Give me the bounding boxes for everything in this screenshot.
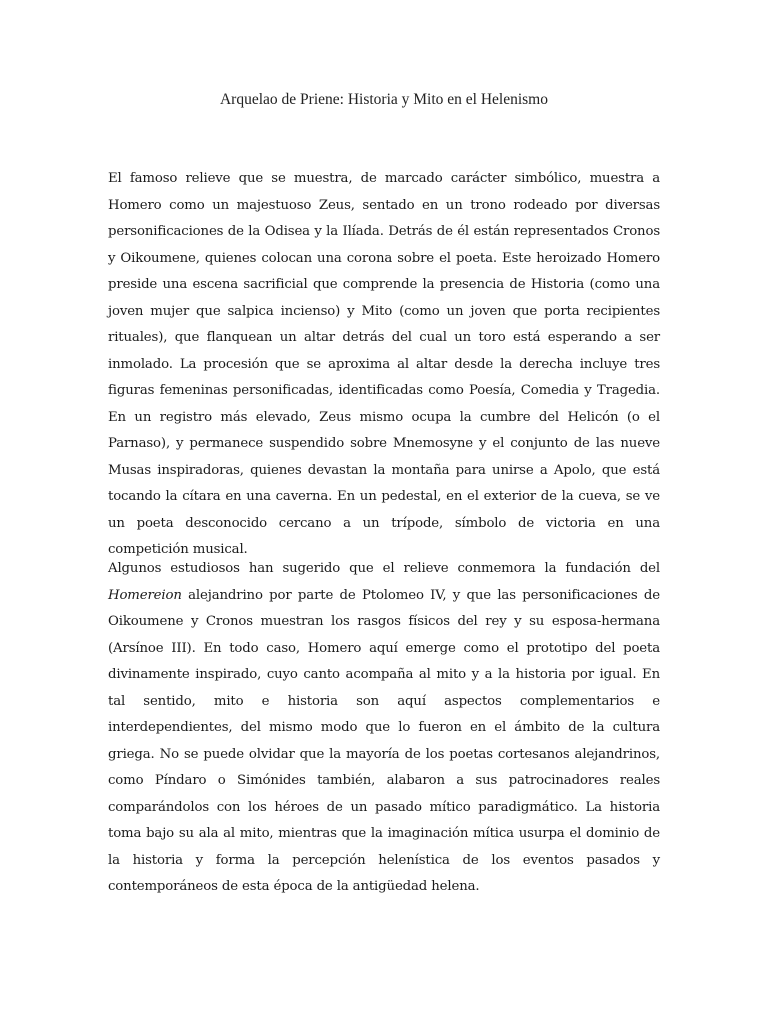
homereion-italic: Homereion — [108, 587, 182, 603]
paragraph-1: El famoso relieve que se muestra, de marcado carácter simbólico, muestra a Homero como un majestuoso Zeus, sentado en un trono rodeado por diversas personificaciones de la Odisea y la Ilíada. Detrás de él están representados Cronos y Oikoumene, quienes colocan una corona sobre el poeta. Este heroizado Homero preside una escena sacrificial que comprende la presencia de Historia (como una joven mujer que salpica incienso) y Mito (como un joven que porta recipientes rituales), que flanquean un altar detrás del cual un toro está esperando a ser inmolado. La procesión que se aproxima al altar desde la derecha incluye tres figuras femeninas personificadas, identificadas como Poesía, Comedia y Tragedia. En un registro más elevado, Zeus mismo ocupa la cumbre del Helicón (o el Parnaso), y permanece suspendido sobre Mnemosyne y el conjunto de las nueve Musas inspiradoras, quienes devastan la montaña para unirse a Apolo, que está tocando la cítara en una caverna. En un pedestal, en el exterior de la cueva, se ve un poeta desconocido cercano a un trípode, símbolo de victoria en una competición musical. — [108, 171, 660, 557]
paragraph-2 — [108, 556, 660, 901]
paragraph-2-rest: alejandrino por parte de Ptolomeo IV, y que las personificaciones de Oikoumene y Cronos muestran los rasgos físicos del rey y su esposa-hermana (Arsínoe III). En todo caso, Homero aquí emerge como el prototipo del poeta divinamente inspirado, cuyo canto acompaña al mito y a la historia por igual. En tal sentido, mito e historia son aquí aspectos complementarios e interdependientes, del mismo modo que lo fueron en el ámbito de la cultura griega. No se puede olvidar que la mayoría de los poetas cortesanos alejandrinos, como Píndaro o Simónides también, alabaron a sus patrocinadores reales comparándolos con los héroes de un pasado mítico paradigmático. La historia toma bajo su ala al mito, mientras que la imaginación mítica usurpa el dominio de la historia y forma la percepción helenística de los eventos pasados y contemporáneos de esta época de la antigüedad helena. — [108, 587, 660, 894]
paragraph-2-intro: Algunos estudiosos han sugerido que el relieve conmemora la fundación del — [108, 561, 660, 576]
document-title: Arquelao de Priene: Historia y Mito en el Helenismo — [219, 91, 548, 108]
